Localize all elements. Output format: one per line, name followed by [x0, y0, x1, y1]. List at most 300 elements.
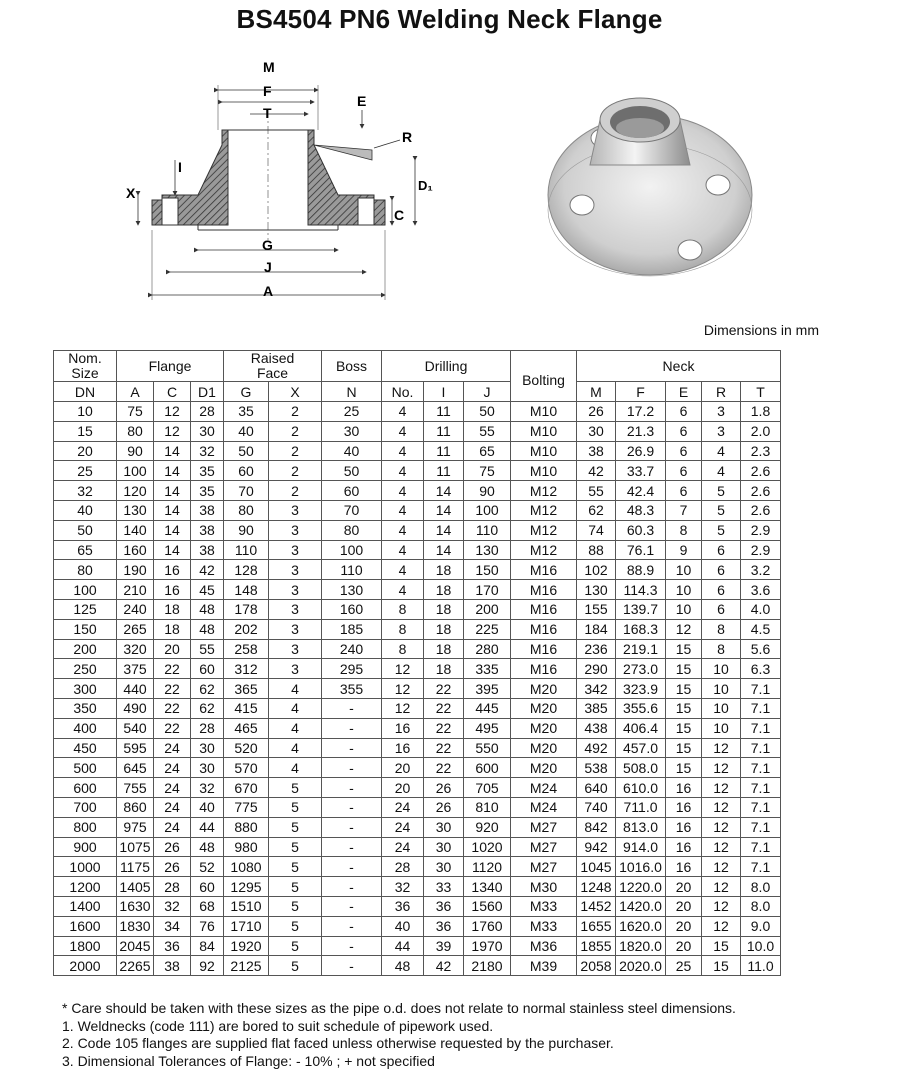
table-cell: 711.0 [616, 797, 666, 817]
table-cell: 775 [224, 797, 269, 817]
column-header: E [666, 382, 702, 402]
table-cell: 2.6 [741, 500, 781, 520]
note-1: 1. Weldnecks (code 111) are bored to suit schedule of pipework used. [62, 1017, 494, 1034]
column-header: R [702, 382, 741, 402]
table-cell: 705 [464, 778, 511, 798]
table-cell: 18 [424, 639, 464, 659]
table-cell: 6 [702, 599, 741, 619]
table-cell: 210 [117, 580, 154, 600]
table-cell: 1248 [577, 877, 616, 897]
table-cell: M24 [511, 778, 577, 798]
table-cell: 219.1 [616, 639, 666, 659]
table-cell: 16 [154, 580, 191, 600]
label-J: J [264, 259, 272, 275]
table-cell: 28 [191, 402, 224, 422]
table-cell: 15 [666, 659, 702, 679]
table-cell: 295 [322, 659, 382, 679]
label-M: M [263, 59, 275, 75]
table-cell: 495 [464, 718, 511, 738]
table-cell: 3 [269, 520, 322, 540]
table-cell: 540 [117, 718, 154, 738]
table-cell: M16 [511, 599, 577, 619]
table-cell: 4 [382, 481, 424, 501]
table-cell: 4.0 [741, 599, 781, 619]
table-cell: 128 [224, 560, 269, 580]
table-cell: 16 [154, 560, 191, 580]
table-cell: 355 [322, 679, 382, 699]
table-cell: 8 [382, 619, 424, 639]
table-cell: M33 [511, 896, 577, 916]
table-cell: 2265 [117, 956, 154, 976]
table-cell: M20 [511, 698, 577, 718]
table-cell: 26 [424, 797, 464, 817]
table-cell: 38 [154, 956, 191, 976]
table-cell: 225 [464, 619, 511, 639]
table-cell: 168.3 [616, 619, 666, 639]
table-cell: 45 [191, 580, 224, 600]
header-raised-face: Raised Face [224, 351, 322, 382]
table-cell: 12 [382, 679, 424, 699]
column-header-row [54, 382, 781, 402]
table-row [54, 837, 781, 857]
table-cell: 32 [154, 896, 191, 916]
table-cell: 130 [464, 540, 511, 560]
table-cell: 12 [702, 797, 741, 817]
table-cell: 88.9 [616, 560, 666, 580]
table-row [54, 679, 781, 699]
table-cell: 3 [269, 659, 322, 679]
table-cell: 50 [54, 520, 117, 540]
table-cell: 6 [702, 580, 741, 600]
table-cell: 11 [424, 441, 464, 461]
table-cell: M12 [511, 500, 577, 520]
table-row [54, 817, 781, 837]
table-cell: 2.6 [741, 461, 781, 481]
table-row [54, 520, 781, 540]
table-cell: 20 [154, 639, 191, 659]
table-cell: 10 [702, 718, 741, 738]
table-cell: 160 [322, 599, 382, 619]
header-bolting: Bolting [511, 351, 577, 402]
table-cell: 7.1 [741, 758, 781, 778]
table-cell: 170 [464, 580, 511, 600]
table-cell: 6 [666, 461, 702, 481]
table-cell: 5 [269, 896, 322, 916]
table-cell: 323.9 [616, 679, 666, 699]
table-cell: 5 [269, 916, 322, 936]
table-cell: 900 [54, 837, 117, 857]
table-cell: 1080 [224, 857, 269, 877]
table-cell: 110 [224, 540, 269, 560]
table-cell: M12 [511, 540, 577, 560]
label-C: C [394, 207, 405, 223]
table-cell: 6 [666, 481, 702, 501]
table-cell: M16 [511, 619, 577, 639]
table-cell: 7.1 [741, 817, 781, 837]
table-cell: 6 [702, 540, 741, 560]
table-cell: 1800 [54, 936, 117, 956]
table-cell: M20 [511, 738, 577, 758]
table-cell: 35 [191, 481, 224, 501]
table-row [54, 540, 781, 560]
table-cell: 80 [117, 421, 154, 441]
table-cell: 52 [191, 857, 224, 877]
table-row [54, 481, 781, 501]
table-cell: 38 [191, 500, 224, 520]
table-cell: 44 [382, 936, 424, 956]
table-cell: 50 [322, 461, 382, 481]
table-cell: 755 [117, 778, 154, 798]
table-cell: 60.3 [616, 520, 666, 540]
table-cell: 12 [702, 758, 741, 778]
table-row [54, 619, 781, 639]
table-cell: 1855 [577, 936, 616, 956]
column-header: J [464, 382, 511, 402]
table-cell: M10 [511, 441, 577, 461]
table-cell: 33.7 [616, 461, 666, 481]
table-cell: 20 [666, 916, 702, 936]
table-cell: 42.4 [616, 481, 666, 501]
table-cell: 942 [577, 837, 616, 857]
table-cell: 700 [54, 797, 117, 817]
table-cell: 55 [191, 639, 224, 659]
table-cell: 90 [464, 481, 511, 501]
table-cell: 200 [54, 639, 117, 659]
table-cell: 18 [424, 580, 464, 600]
table-cell: M30 [511, 877, 577, 897]
table-row [54, 738, 781, 758]
table-cell: 110 [322, 560, 382, 580]
table-row [54, 778, 781, 798]
table-cell: 17.2 [616, 402, 666, 422]
table-cell: 100 [464, 500, 511, 520]
table-cell: 12 [154, 421, 191, 441]
table-cell: 24 [154, 778, 191, 798]
table-cell: 2 [269, 421, 322, 441]
table-cell: 800 [54, 817, 117, 837]
label-G: G [262, 237, 273, 253]
table-row [54, 877, 781, 897]
table-row [54, 718, 781, 738]
table-cell: 1400 [54, 896, 117, 916]
table-cell: 280 [464, 639, 511, 659]
table-cell: 395 [464, 679, 511, 699]
table-cell: 2.6 [741, 481, 781, 501]
column-header: G [224, 382, 269, 402]
table-cell: - [322, 698, 382, 718]
table-cell: 1920 [224, 936, 269, 956]
table-cell: 62 [191, 679, 224, 699]
header-flange: Flange [117, 351, 224, 382]
table-cell: 3 [269, 580, 322, 600]
table-cell: 14 [154, 481, 191, 501]
table-cell: 1016.0 [616, 857, 666, 877]
table-cell: 2 [269, 461, 322, 481]
table-cell: 4 [382, 540, 424, 560]
dimensions-table [53, 350, 781, 976]
table-cell: 200 [464, 599, 511, 619]
table-cell: 1200 [54, 877, 117, 897]
table-cell: 22 [424, 758, 464, 778]
table-cell: 55 [577, 481, 616, 501]
table-cell: 406.4 [616, 718, 666, 738]
table-row [54, 580, 781, 600]
table-cell: 11 [424, 402, 464, 422]
flange-photo [540, 90, 770, 280]
table-cell: 38 [191, 520, 224, 540]
table-cell: 15 [702, 936, 741, 956]
table-cell: 20 [666, 877, 702, 897]
table-cell: 50 [464, 402, 511, 422]
table-row [54, 857, 781, 877]
table-cell: - [322, 718, 382, 738]
table-cell: 457.0 [616, 738, 666, 758]
table-cell: 290 [577, 659, 616, 679]
table-cell: 4 [269, 718, 322, 738]
table-cell: 12 [702, 896, 741, 916]
table-cell: 30 [424, 817, 464, 837]
table-cell: 375 [117, 659, 154, 679]
table-cell: 4.5 [741, 619, 781, 639]
table-cell: 5 [269, 837, 322, 857]
table-row [54, 797, 781, 817]
table-cell: 2058 [577, 956, 616, 976]
table-cell: 1560 [464, 896, 511, 916]
table-cell: 1970 [464, 936, 511, 956]
table-cell: 24 [154, 817, 191, 837]
table-cell: 8 [382, 599, 424, 619]
table-cell: 2.9 [741, 520, 781, 540]
column-header: F [616, 382, 666, 402]
table-cell: - [322, 797, 382, 817]
table-cell: 110 [464, 520, 511, 540]
table-cell: 670 [224, 778, 269, 798]
table-cell: 62 [191, 698, 224, 718]
table-cell: 1655 [577, 916, 616, 936]
table-cell: 30 [424, 857, 464, 877]
table-cell: 610.0 [616, 778, 666, 798]
table-cell: 40 [191, 797, 224, 817]
table-cell: 48 [382, 956, 424, 976]
table-cell: 18 [424, 599, 464, 619]
table-cell: 8 [702, 639, 741, 659]
table-row [54, 560, 781, 580]
table-cell: 5 [269, 797, 322, 817]
table-cell: 16 [666, 817, 702, 837]
table-cell: 100 [322, 540, 382, 560]
table-cell: 24 [154, 797, 191, 817]
table-cell: 15 [666, 639, 702, 659]
table-cell: 1000 [54, 857, 117, 877]
table-cell: 184 [577, 619, 616, 639]
table-cell: 842 [577, 817, 616, 837]
table-row [54, 896, 781, 916]
table-cell: 14 [424, 520, 464, 540]
table-cell: 10 [702, 679, 741, 699]
table-cell: 40 [224, 421, 269, 441]
table-cell: 508.0 [616, 758, 666, 778]
table-cell: 4 [702, 441, 741, 461]
table-row [54, 421, 781, 441]
table-cell: 100 [117, 461, 154, 481]
table-cell: 76 [191, 916, 224, 936]
table-cell: 140 [117, 520, 154, 540]
table-cell: 15 [666, 758, 702, 778]
table-cell: 5 [702, 500, 741, 520]
table-cell: 80 [224, 500, 269, 520]
table-cell: 3 [269, 540, 322, 560]
table-cell: M10 [511, 402, 577, 422]
table-row [54, 916, 781, 936]
table-cell: 10 [702, 659, 741, 679]
table-cell: 30 [191, 738, 224, 758]
table-cell: 342 [577, 679, 616, 699]
table-row [54, 500, 781, 520]
table-cell: 10 [702, 698, 741, 718]
table-cell: 2 [269, 402, 322, 422]
table-cell: 400 [54, 718, 117, 738]
table-cell: 1620.0 [616, 916, 666, 936]
table-cell: 7.1 [741, 698, 781, 718]
table-cell: 273.0 [616, 659, 666, 679]
table-cell: 1175 [117, 857, 154, 877]
table-cell: 880 [224, 817, 269, 837]
table-cell: 160 [117, 540, 154, 560]
table-cell: M24 [511, 797, 577, 817]
table-cell: 24 [382, 837, 424, 857]
table-cell: 2.3 [741, 441, 781, 461]
table-cell: 570 [224, 758, 269, 778]
table-cell: M16 [511, 639, 577, 659]
table-cell: 7.1 [741, 778, 781, 798]
table-cell: 21.3 [616, 421, 666, 441]
table-cell: 1600 [54, 916, 117, 936]
table-cell: 492 [577, 738, 616, 758]
table-cell: 39 [424, 936, 464, 956]
table-cell: 42 [424, 956, 464, 976]
table-cell: - [322, 778, 382, 798]
table-cell: 813.0 [616, 817, 666, 837]
table-cell: 55 [464, 421, 511, 441]
table-cell: 2.0 [741, 421, 781, 441]
table-cell: 355.6 [616, 698, 666, 718]
table-cell: 415 [224, 698, 269, 718]
table-cell: 12 [702, 877, 741, 897]
table-cell: 9.0 [741, 916, 781, 936]
table-cell: 8 [382, 639, 424, 659]
table-cell: 30 [322, 421, 382, 441]
table-cell: 22 [424, 718, 464, 738]
table-cell: 8 [666, 520, 702, 540]
table-cell: 38 [191, 540, 224, 560]
table-cell: 1510 [224, 896, 269, 916]
table-cell: 22 [154, 698, 191, 718]
table-cell: 60 [224, 461, 269, 481]
table-cell: 114.3 [616, 580, 666, 600]
table-cell: 14 [154, 520, 191, 540]
table-cell: M10 [511, 421, 577, 441]
table-cell: 6 [666, 421, 702, 441]
table-cell: 12 [702, 837, 741, 857]
table-cell: 14 [154, 461, 191, 481]
table-cell: 139.7 [616, 599, 666, 619]
table-cell: 438 [577, 718, 616, 738]
table-cell: 4 [382, 560, 424, 580]
table-cell: 35 [224, 402, 269, 422]
table-cell: 2000 [54, 956, 117, 976]
table-cell: 4 [269, 738, 322, 758]
table-cell: 4 [382, 441, 424, 461]
table-cell: 62 [577, 500, 616, 520]
table-cell: 15 [666, 738, 702, 758]
table-row [54, 402, 781, 422]
note-3: 3. Dimensional Tolerances of Flange: - 10% ; + not specified [62, 1052, 435, 1069]
table-cell: 70 [224, 481, 269, 501]
table-cell: 1405 [117, 877, 154, 897]
table-cell: 75 [464, 461, 511, 481]
table-cell: 35 [191, 461, 224, 481]
table-cell: 32 [382, 877, 424, 897]
table-cell: 4 [269, 698, 322, 718]
table-cell: 120 [117, 481, 154, 501]
table-cell: - [322, 956, 382, 976]
table-cell: 28 [382, 857, 424, 877]
table-cell: 185 [322, 619, 382, 639]
column-header: M [577, 382, 616, 402]
table-cell: M12 [511, 520, 577, 540]
table-cell: - [322, 896, 382, 916]
table-cell: 5 [702, 481, 741, 501]
table-cell: 178 [224, 599, 269, 619]
table-cell: 740 [577, 797, 616, 817]
table-cell: 34 [154, 916, 191, 936]
table-cell: 15 [666, 698, 702, 718]
table-cell: 6 [666, 402, 702, 422]
table-cell: 4 [269, 758, 322, 778]
table-cell: 65 [464, 441, 511, 461]
table-cell: 20 [666, 936, 702, 956]
table-cell: 12 [666, 619, 702, 639]
table-cell: 60 [322, 481, 382, 501]
table-cell: 3 [269, 500, 322, 520]
table-cell: M20 [511, 758, 577, 778]
table-cell: 258 [224, 639, 269, 659]
table-cell: 33 [424, 877, 464, 897]
table-row [54, 659, 781, 679]
table-cell: 1045 [577, 857, 616, 877]
table-cell: 125 [54, 599, 117, 619]
table-cell: 32 [191, 778, 224, 798]
label-X: X [126, 185, 136, 201]
table-cell: 12 [382, 659, 424, 679]
table-row [54, 441, 781, 461]
table-cell: 1820.0 [616, 936, 666, 956]
table-cell: 11.0 [741, 956, 781, 976]
table-cell: 1120 [464, 857, 511, 877]
table-cell: 3 [702, 421, 741, 441]
table-cell: 645 [117, 758, 154, 778]
table-cell: 5 [269, 956, 322, 976]
table-cell: 538 [577, 758, 616, 778]
table-cell: 36 [424, 896, 464, 916]
table-cell: 12 [702, 778, 741, 798]
table-cell: 26 [577, 402, 616, 422]
table-cell: 1.8 [741, 402, 781, 422]
header-boss: Boss [322, 351, 382, 382]
table-cell: 9 [666, 540, 702, 560]
table-cell: 14 [154, 540, 191, 560]
table-cell: 7.1 [741, 797, 781, 817]
